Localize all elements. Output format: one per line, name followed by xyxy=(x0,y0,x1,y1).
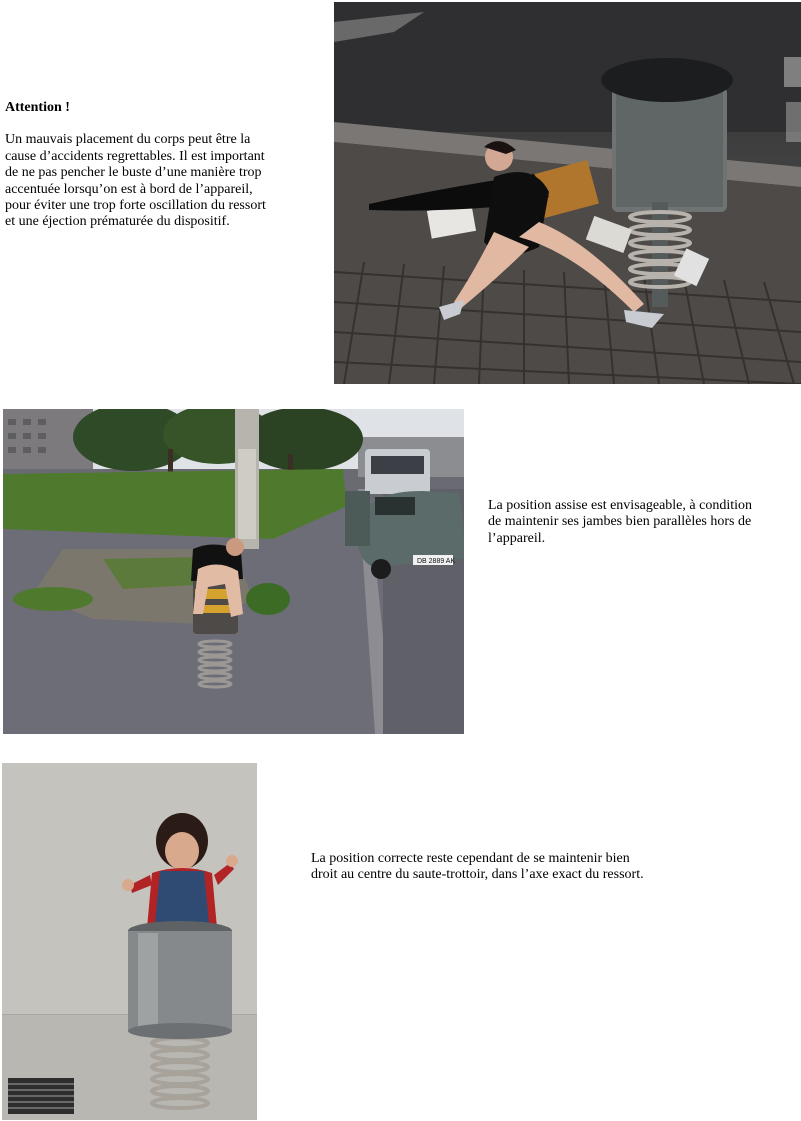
license-plate: DB 2889 AK xyxy=(417,558,456,565)
park-photo xyxy=(3,409,464,734)
section2-line: l’appareil. xyxy=(488,530,546,546)
section1-text xyxy=(5,100,325,231)
section1-heading: Attention ! xyxy=(5,100,70,115)
section1-line: accentuée lorsqu’on est à bord de l’appareil, xyxy=(5,181,253,197)
section1-line: Un mauvais placement du corps peut être la xyxy=(5,132,251,148)
section1-line: pour éviter une trop forte oscillation du ressort xyxy=(5,198,266,214)
wall-photo xyxy=(2,763,257,1120)
section2-line: La position assise est envisageable, à condition xyxy=(488,498,752,513)
section3-text xyxy=(311,851,731,884)
section1-line: cause d’accidents regrettables. Il est important xyxy=(5,148,265,164)
section3-line: La position correcte reste cependant de se maintenir bien xyxy=(311,851,630,866)
section1-line: et une éjection prématurée du dispositif. xyxy=(5,214,230,230)
section1-line: de ne pas pencher le buste d’une manière trop xyxy=(5,165,262,181)
section3-line: droit au centre du saute-trottoir, dans l’axe exact du ressort. xyxy=(311,867,644,883)
section2-line: de maintenir ses jambes bien parallèles hors de xyxy=(488,514,752,530)
night-street-photo xyxy=(334,2,801,384)
section2-text xyxy=(488,498,798,547)
